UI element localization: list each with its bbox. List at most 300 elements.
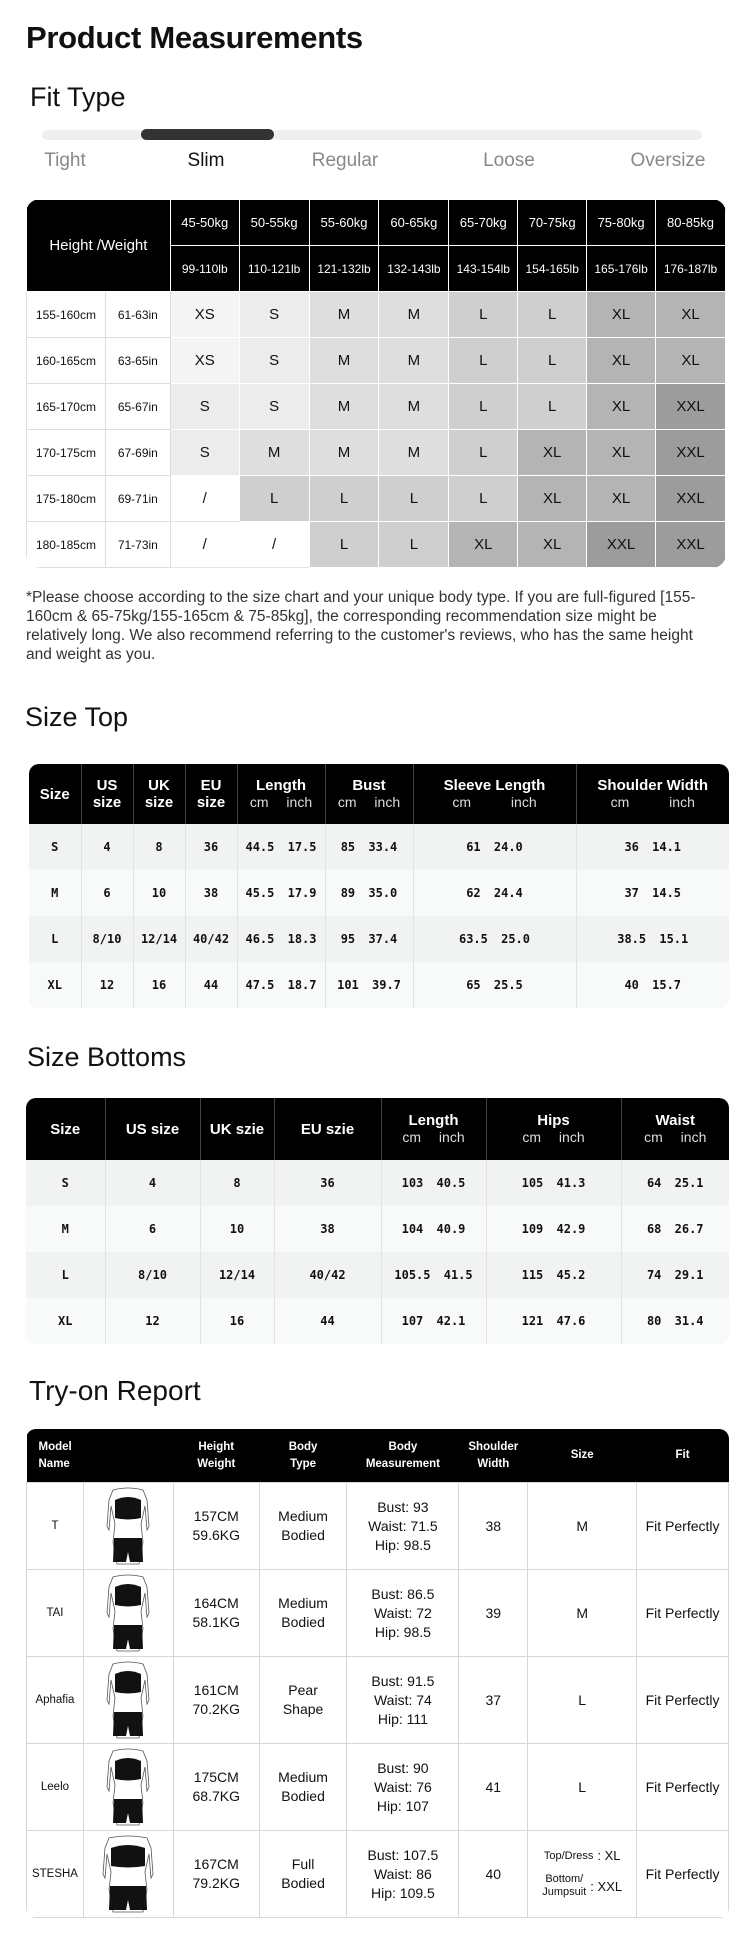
size-bottom-label-line: Bottom/	[545, 1873, 584, 1885]
weight-lb-header: 176-187lb	[656, 246, 726, 292]
size-cell: XL	[587, 430, 656, 476]
model-height: 161CM	[193, 1682, 239, 1698]
body-type-line: Medium	[278, 1595, 328, 1611]
size-cell: L	[449, 338, 518, 384]
size-cell: M	[309, 384, 379, 430]
size-cell: L	[309, 522, 379, 568]
table-cell: 8/10	[105, 1252, 200, 1298]
size-cell: M	[379, 384, 449, 430]
size-cell: /	[170, 522, 239, 568]
table-row	[29, 870, 729, 916]
table-cell: 65 25.5	[413, 962, 576, 1008]
size-recommendation-grid	[26, 199, 726, 568]
table-cell: 95 37.4	[325, 916, 413, 962]
us-size-header: US size	[105, 1098, 200, 1160]
model-size: M	[528, 1570, 637, 1657]
fit-type-options	[24, 150, 724, 178]
size-bottom-label-line: Jumpsuit	[542, 1886, 587, 1898]
tryon-row	[27, 1657, 729, 1744]
size-cell: XL	[518, 430, 587, 476]
model-size: M	[528, 1483, 637, 1570]
waist-value: Waist: 72	[373, 1604, 432, 1621]
table-cell: 12	[81, 962, 133, 1008]
size-cell: XS	[170, 292, 239, 338]
shoulder-width: 39	[459, 1570, 528, 1657]
size-cell: M	[379, 338, 449, 384]
bust-header-label: Bust	[352, 777, 386, 794]
fit-type-heading: Fit Type	[30, 82, 126, 112]
waist-value: Waist: 86	[373, 1865, 432, 1882]
waist-header	[621, 1098, 729, 1160]
table-cell: 36 14.1	[576, 824, 729, 870]
body-measurement	[347, 1831, 459, 1918]
unit-subheader: cm inch	[402, 1129, 465, 1145]
table-cell: 101 39.7	[325, 962, 413, 1008]
unit-subheader: cm inch	[452, 794, 537, 810]
size-cell: L	[449, 430, 518, 476]
table-cell: 44	[185, 962, 237, 1008]
table-cell: 6	[105, 1206, 200, 1252]
fit-result: Fit Perfectly	[637, 1744, 729, 1831]
fit-option-tight: Tight	[44, 150, 86, 171]
bust-value: Bust: 86.5	[371, 1585, 435, 1602]
weight-lb-header: 121-132lb	[309, 246, 379, 292]
size-cell: L	[379, 522, 449, 568]
size-cell: L	[518, 384, 587, 430]
model-weight: 79.2KG	[192, 1875, 240, 1891]
size-bottom-label	[542, 1873, 586, 1899]
body-type-line: Bodied	[281, 1527, 325, 1543]
size-cell: L	[239, 476, 309, 522]
grid-corner-header: Height /Weight	[27, 200, 171, 292]
height-cm: 180-185cm	[27, 522, 106, 568]
height-in: 69-71in	[105, 476, 170, 522]
table-cell: M	[29, 870, 81, 916]
unit-subheader: cm inch	[522, 1129, 585, 1145]
weight-kg-header: 50-55kg	[239, 200, 309, 246]
body-measurement	[347, 1657, 459, 1744]
table-cell: 37 14.5	[576, 870, 729, 916]
waist-value: Waist: 74	[373, 1691, 432, 1708]
shoulder-width-header-label: Shoulder Width	[468, 1440, 519, 1470]
model-height: 167CM	[193, 1856, 239, 1872]
body-type-line: Medium	[278, 1508, 328, 1524]
weight-lb-header: 99-110lb	[170, 246, 239, 292]
weight-kg-header: 80-85kg	[656, 200, 726, 246]
grid-row	[27, 430, 726, 476]
length-header-label: Length	[408, 1112, 459, 1129]
body-type-line: Bodied	[281, 1788, 325, 1804]
weight-kg-header: 45-50kg	[170, 200, 239, 246]
fit-option-loose: Loose	[483, 150, 535, 171]
size-cell: /	[239, 522, 309, 568]
hip-value: Hip: 109.5	[371, 1884, 435, 1901]
height-cm: 170-175cm	[27, 430, 106, 476]
height-in: 61-63in	[105, 292, 170, 338]
table-cell: 47.5 18.7	[237, 962, 325, 1008]
weight-lb-header: 110-121lb	[239, 246, 309, 292]
size-cell: L	[518, 292, 587, 338]
size-header: Size	[528, 1429, 637, 1483]
length-header	[381, 1098, 486, 1160]
size-cell: XL	[587, 384, 656, 430]
hip-value: Hip: 107	[376, 1797, 429, 1814]
shoulder-width-header-label: Shoulder Width	[597, 777, 709, 794]
table-row	[26, 1252, 729, 1298]
body-type-line: Bodied	[281, 1614, 325, 1630]
size-chart-note: *Please choose according to the size chart and your unique body type. If you are full-figured [155-160cm & 65-75kg/155-165cm & 75-85kg], the corresponding recommendation size might be relatively long. We also recommend referring to the customer's reviews, who has the same height and weight as you.	[26, 589, 696, 663]
grid-row	[27, 522, 726, 568]
model-height: 157CM	[193, 1508, 239, 1524]
body-type	[259, 1570, 347, 1657]
body-measurement	[347, 1483, 459, 1570]
table-cell: 46.5 18.3	[237, 916, 325, 962]
table-cell: 44.5 17.5	[237, 824, 325, 870]
size-top-value-text: XL	[604, 1848, 621, 1863]
body-measurement-header-label: Body Measurement	[365, 1440, 440, 1470]
shoulder-width-header	[459, 1429, 528, 1483]
height-weight	[173, 1831, 259, 1918]
model-name-header-label: Model Name	[38, 1440, 72, 1470]
grid-row	[27, 384, 726, 430]
model-name: Aphafia	[27, 1657, 84, 1744]
table-cell: 45.5 17.9	[237, 870, 325, 916]
weight-kg-header: 65-70kg	[449, 200, 518, 246]
uk-size-header: UK size	[133, 764, 185, 824]
shoulder-width: 40	[459, 1831, 528, 1918]
grid-row	[27, 292, 726, 338]
fit-header: Fit	[637, 1429, 729, 1483]
size-top-value: : XL	[597, 1848, 621, 1863]
weight-kg-header: 55-60kg	[309, 200, 379, 246]
table-row	[26, 1160, 729, 1206]
size-cell: S	[239, 384, 309, 430]
size-bottoms-table	[26, 1098, 729, 1344]
bust-value: Bust: 90	[377, 1759, 429, 1776]
height-weight-header-label: Height Weight	[197, 1440, 236, 1470]
unit-subheader: cm inch	[337, 794, 401, 810]
size-cell: XL	[587, 292, 656, 338]
size-cell: M	[379, 292, 449, 338]
table-cell: 38.5 15.1	[576, 916, 729, 962]
table-row	[29, 916, 729, 962]
tryon-heading: Try-on Report	[29, 1375, 201, 1406]
sleeve-length-header-label: Sleeve Length	[443, 777, 546, 794]
fit-result: Fit Perfectly	[637, 1483, 729, 1570]
weight-lb-header: 143-154lb	[449, 246, 518, 292]
table-cell: 12	[105, 1298, 200, 1344]
size-cell: XL	[449, 522, 518, 568]
body-type-line: Full	[291, 1856, 315, 1872]
table-row	[29, 962, 729, 1008]
model-weight: 68.7KG	[192, 1788, 240, 1804]
bust-value: Bust: 91.5	[371, 1672, 435, 1689]
size-cell: M	[239, 430, 309, 476]
size-cell: XXL	[656, 522, 726, 568]
height-weight-header	[173, 1429, 259, 1483]
size-bottom-value: : XXL	[590, 1878, 623, 1894]
table-cell: 62 24.4	[413, 870, 576, 916]
size-cell: S	[239, 338, 309, 384]
size-cell: XS	[170, 338, 239, 384]
table-cell: 80 31.4	[621, 1298, 729, 1344]
eu-size-header: EU szie	[274, 1098, 381, 1160]
size-cell: L	[518, 338, 587, 384]
model-name: T	[27, 1483, 84, 1570]
sleeve-length-header	[413, 764, 576, 824]
table-cell: 10	[133, 870, 185, 916]
size-top-line	[528, 1849, 636, 1863]
size-cell: XL	[656, 292, 726, 338]
height-weight	[173, 1483, 259, 1570]
model-photo-icon	[93, 1660, 163, 1740]
body-type-line: Pear	[288, 1682, 318, 1698]
body-measurement-header	[347, 1429, 459, 1483]
table-cell: 16	[200, 1298, 274, 1344]
eu-size-header: EU size	[185, 764, 237, 824]
length-header-label: Length	[256, 777, 306, 794]
model-size	[528, 1831, 637, 1918]
tryon-row	[27, 1744, 729, 1831]
table-cell: S	[29, 824, 81, 870]
model-name: TAI	[27, 1570, 84, 1657]
bust-value: Bust: 93	[377, 1498, 429, 1515]
weight-kg-header: 70-75kg	[518, 200, 587, 246]
size-cell: /	[170, 476, 239, 522]
shoulder-width: 38	[459, 1483, 528, 1570]
table-cell: XL	[29, 962, 81, 1008]
table-cell: 16	[133, 962, 185, 1008]
model-name-header	[27, 1429, 174, 1483]
hips-header	[486, 1098, 621, 1160]
height-cm: 155-160cm	[27, 292, 106, 338]
size-cell: L	[379, 476, 449, 522]
size-header: Size	[29, 764, 81, 824]
table-row	[26, 1206, 729, 1252]
model-photo-icon	[93, 1573, 163, 1653]
table-cell: 36	[185, 824, 237, 870]
table-cell: XL	[26, 1298, 105, 1344]
table-cell: 8/10	[81, 916, 133, 962]
table-cell: 68 26.7	[621, 1206, 729, 1252]
size-cell: XL	[587, 476, 656, 522]
table-cell: M	[26, 1206, 105, 1252]
model-photo	[83, 1831, 173, 1918]
weight-lb-header: 132-143lb	[379, 246, 449, 292]
table-cell: 105.5 41.5	[381, 1252, 486, 1298]
hips-header-label: Hips	[537, 1112, 570, 1129]
body-type	[259, 1744, 347, 1831]
table-cell: 61 24.0	[413, 824, 576, 870]
size-cell: S	[170, 430, 239, 476]
table-cell: 12/14	[133, 916, 185, 962]
hip-value: Hip: 111	[377, 1710, 428, 1727]
body-measurement	[347, 1744, 459, 1831]
table-cell: 104 40.9	[381, 1206, 486, 1252]
waist-value: Waist: 76	[373, 1778, 432, 1795]
fit-option-slim: Slim	[187, 150, 225, 171]
tryon-row	[27, 1570, 729, 1657]
model-photo-icon	[93, 1747, 163, 1827]
page-title: Product Measurements	[26, 20, 363, 55]
unit-subheader: cm inch	[610, 794, 695, 810]
table-cell: 40/42	[274, 1252, 381, 1298]
size-cell: M	[309, 292, 379, 338]
body-type-line: Medium	[278, 1769, 328, 1785]
table-cell: 4	[105, 1160, 200, 1206]
body-type-header	[259, 1429, 347, 1483]
table-cell: 63.5 25.0	[413, 916, 576, 962]
model-size: L	[528, 1744, 637, 1831]
table-cell: L	[26, 1252, 105, 1298]
body-type	[259, 1657, 347, 1744]
table-cell: S	[26, 1160, 105, 1206]
size-cell: XXL	[656, 476, 726, 522]
us-size-header: US size	[81, 764, 133, 824]
grid-row	[27, 476, 726, 522]
shoulder-width: 37	[459, 1657, 528, 1744]
model-weight: 70.2KG	[192, 1701, 240, 1717]
body-type	[259, 1831, 347, 1918]
size-cell: XXL	[656, 430, 726, 476]
table-cell: 107 42.1	[381, 1298, 486, 1344]
size-cell: XL	[587, 338, 656, 384]
model-photo	[83, 1483, 173, 1570]
size-cell: L	[449, 384, 518, 430]
table-cell: 8	[133, 824, 185, 870]
fit-option-oversize: Oversize	[630, 150, 706, 171]
size-cell: XL	[518, 522, 587, 568]
length-header	[237, 764, 325, 824]
fit-result: Fit Perfectly	[637, 1570, 729, 1657]
model-photo-icon	[93, 1486, 163, 1566]
size-bottom-value-text: XXL	[597, 1878, 623, 1894]
weight-lb-header: 154-165lb	[518, 246, 587, 292]
table-cell: 74 29.1	[621, 1252, 729, 1298]
model-name: Leelo	[27, 1744, 84, 1831]
model-photo	[83, 1744, 173, 1831]
fit-type-slider-handle[interactable]	[141, 129, 274, 140]
table-cell: 44	[274, 1298, 381, 1344]
size-cell: L	[449, 476, 518, 522]
table-cell: 64 25.1	[621, 1160, 729, 1206]
model-size: L	[528, 1657, 637, 1744]
body-type-header-label: Body Type	[288, 1440, 318, 1470]
height-weight	[173, 1570, 259, 1657]
height-weight	[173, 1744, 259, 1831]
size-top-table	[29, 764, 729, 1008]
bust-value: Bust: 107.5	[367, 1846, 439, 1863]
body-type-line: Bodied	[281, 1875, 325, 1891]
table-cell: 10	[200, 1206, 274, 1252]
body-type	[259, 1483, 347, 1570]
table-cell: 121 47.6	[486, 1298, 621, 1344]
tryon-report-table	[26, 1429, 729, 1918]
hip-value: Hip: 98.5	[374, 1536, 431, 1553]
table-row	[29, 824, 729, 870]
size-cell: S	[239, 292, 309, 338]
table-cell: 105 41.3	[486, 1160, 621, 1206]
model-photo	[83, 1570, 173, 1657]
table-cell: 12/14	[200, 1252, 274, 1298]
grid-row	[27, 338, 726, 384]
model-photo-icon	[93, 1834, 163, 1914]
bust-header	[325, 764, 413, 824]
table-cell: 6	[81, 870, 133, 916]
fit-result: Fit Perfectly	[637, 1657, 729, 1744]
size-cell: M	[309, 430, 379, 476]
table-cell: 36	[274, 1160, 381, 1206]
size-cell: S	[170, 384, 239, 430]
weight-lb-header: 165-176lb	[587, 246, 656, 292]
table-cell: 38	[274, 1206, 381, 1252]
height-in: 67-69in	[105, 430, 170, 476]
size-cell: M	[309, 338, 379, 384]
tryon-row	[27, 1831, 729, 1918]
table-cell: 103 40.5	[381, 1160, 486, 1206]
table-cell: 85 33.4	[325, 824, 413, 870]
model-photo	[83, 1657, 173, 1744]
unit-subheader: cm inch	[249, 794, 313, 810]
tryon-row	[27, 1483, 729, 1570]
model-weight: 58.1KG	[192, 1614, 240, 1630]
size-top-label: Top/Dress	[543, 1850, 594, 1862]
weight-kg-header: 60-65kg	[379, 200, 449, 246]
size-cell: M	[379, 430, 449, 476]
size-top-heading: Size Top	[25, 702, 129, 732]
fit-result: Fit Perfectly	[637, 1831, 729, 1918]
size-cell: XL	[656, 338, 726, 384]
uk-size-header: UK szie	[200, 1098, 274, 1160]
size-header: Size	[26, 1098, 105, 1160]
size-cell: XXL	[656, 384, 726, 430]
hip-value: Hip: 98.5	[374, 1623, 431, 1640]
shoulder-width: 41	[459, 1744, 528, 1831]
model-height: 164CM	[193, 1595, 239, 1611]
waist-value: Waist: 71.5	[368, 1517, 438, 1534]
size-cell: XL	[518, 476, 587, 522]
height-cm: 160-165cm	[27, 338, 106, 384]
model-weight: 59.6KG	[192, 1527, 240, 1543]
size-bottoms-heading: Size Bottoms	[27, 1042, 187, 1072]
table-cell: 109 42.9	[486, 1206, 621, 1252]
table-row	[26, 1298, 729, 1344]
fit-option-regular: Regular	[311, 150, 379, 171]
table-cell: 38	[185, 870, 237, 916]
height-in: 65-67in	[105, 384, 170, 430]
table-cell: L	[29, 916, 81, 962]
table-cell: 4	[81, 824, 133, 870]
height-cm: 165-170cm	[27, 384, 106, 430]
weight-kg-header: 75-80kg	[587, 200, 656, 246]
size-bottom-line	[528, 1873, 636, 1899]
height-in: 63-65in	[105, 338, 170, 384]
table-cell: 8	[200, 1160, 274, 1206]
height-in: 71-73in	[105, 522, 170, 568]
body-type-line: Shape	[282, 1701, 324, 1717]
size-cell: L	[309, 476, 379, 522]
size-cell: XXL	[587, 522, 656, 568]
body-measurement	[347, 1570, 459, 1657]
height-cm: 175-180cm	[27, 476, 106, 522]
size-cell: L	[449, 292, 518, 338]
shoulder-width-header	[576, 764, 729, 824]
waist-header-label: Waist	[655, 1112, 695, 1129]
model-name: STESHA	[27, 1831, 84, 1918]
table-cell: 40/42	[185, 916, 237, 962]
table-cell: 115 45.2	[486, 1252, 621, 1298]
table-cell: 40 15.7	[576, 962, 729, 1008]
